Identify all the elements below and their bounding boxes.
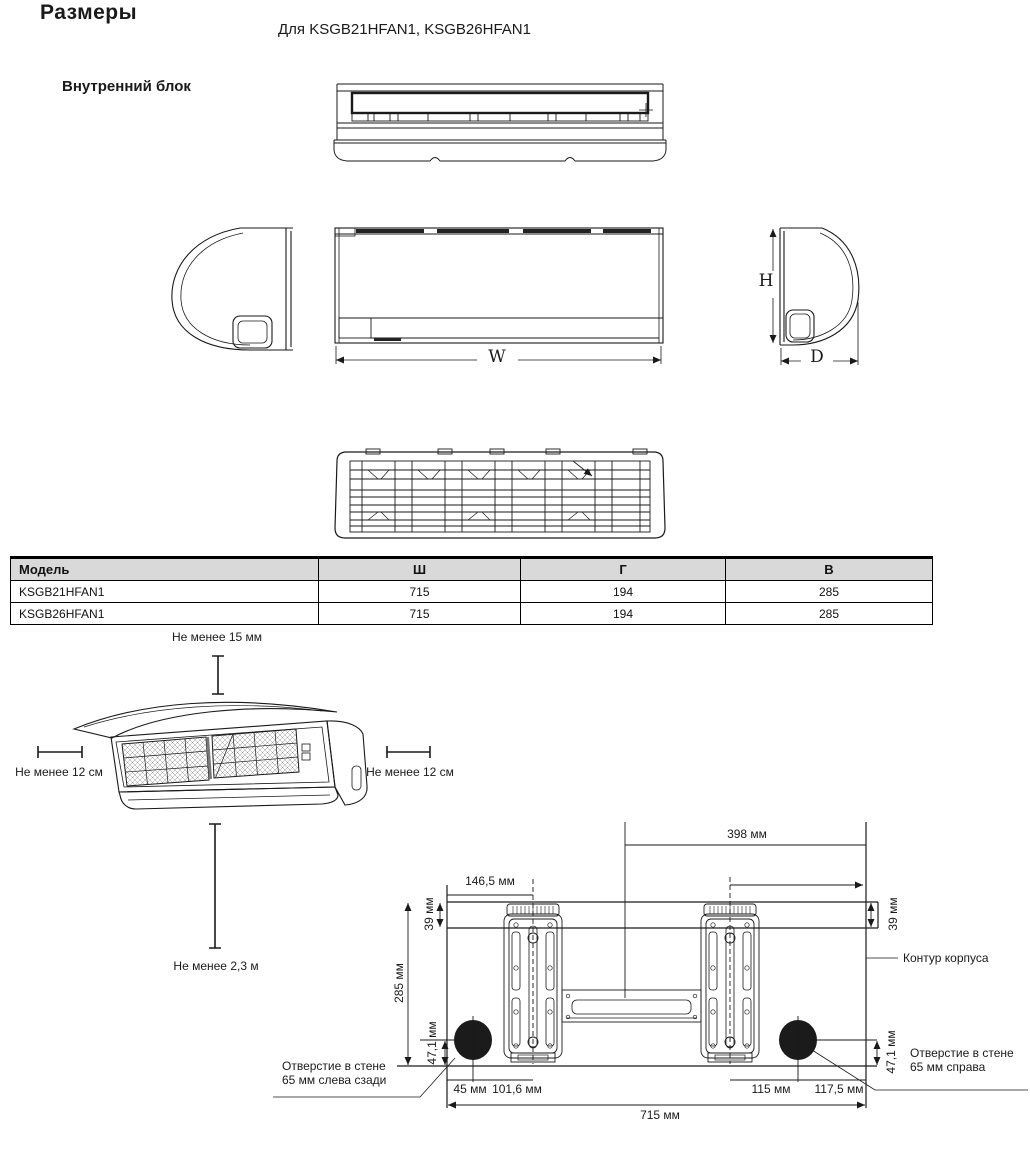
models-subtitle: Для KSGB21HFAN1, KSGB26HFAN1	[278, 21, 531, 38]
dim-47-1-right-label: 47,1 мм	[884, 1030, 898, 1074]
front-view-drawing	[335, 228, 663, 364]
top-view-drawing	[334, 84, 666, 161]
clearance-top-label: Не менее 15 мм	[171, 630, 263, 644]
width-cell: 715	[319, 581, 521, 603]
indoor-unit-label: Внутренний блок	[62, 78, 191, 95]
width-dim-label: W	[477, 350, 517, 364]
clearance-left-label: Не менее 12 см	[15, 765, 103, 779]
right-side-view-drawing	[773, 228, 859, 365]
col-header-width: Ш	[319, 558, 521, 581]
table-row	[11, 581, 933, 603]
wall-hole-left-line1: Отверстие в стене	[282, 1059, 386, 1073]
wall-hole-right-line1: Отверстие в стене	[910, 1046, 1014, 1060]
clearance-diagram	[38, 656, 430, 948]
wall-hole-right-line2: 65 мм справа	[910, 1060, 986, 1074]
clearance-indicators	[38, 656, 430, 948]
model-cell: KSGB21HFAN1	[11, 581, 319, 603]
clearance-bottom-label: Не менее 2,3 м	[173, 959, 259, 973]
dim-39-right-label: 39 мм	[886, 897, 900, 931]
wall-hole-left-line2: 65 мм слева сзади	[282, 1073, 387, 1087]
depth-cell: 194	[521, 603, 726, 625]
dim-715-label: 715 мм	[640, 1108, 680, 1122]
depth-cell: 194	[521, 581, 726, 603]
dim-115-label: 115 мм	[751, 1082, 791, 1096]
bottom-view-drawing	[335, 449, 665, 538]
dimension-table	[10, 556, 933, 625]
dim-39-left-label: 39 мм	[422, 897, 436, 931]
dim-398-label: 398 мм	[727, 827, 767, 841]
left-side-view-drawing	[172, 228, 293, 350]
wall-hole-left-label	[282, 1059, 386, 1087]
model-cell: KSGB26HFAN1	[11, 603, 319, 625]
dim-117-5-label: 117,5 мм	[814, 1082, 864, 1096]
dim-146-5-label: 146,5 мм	[465, 874, 515, 888]
clearance-right-label: Не менее 12 см	[366, 765, 454, 779]
table-row	[11, 603, 933, 625]
height-dim-label: H	[758, 271, 774, 291]
wall-hole-right-label	[910, 1046, 1014, 1074]
width-cell: 715	[319, 603, 521, 625]
col-header-model: Модель	[11, 558, 319, 581]
dim-45-label: 45 мм	[453, 1082, 487, 1096]
depth-dim-label: D	[802, 350, 832, 364]
col-header-depth: Г	[521, 558, 726, 581]
dim-47-1-left-label: 47,1 мм	[425, 1021, 439, 1065]
dim-285-label: 285 мм	[392, 963, 406, 1003]
page-title: Размеры	[40, 1, 138, 24]
height-cell: 285	[726, 603, 933, 625]
height-cell: 285	[726, 581, 933, 603]
body-outline-label: Контур корпуса	[903, 951, 989, 965]
table-header-row	[11, 558, 933, 581]
col-header-height: В	[726, 558, 933, 581]
dim-101-6-label: 101,6 мм	[492, 1082, 542, 1096]
